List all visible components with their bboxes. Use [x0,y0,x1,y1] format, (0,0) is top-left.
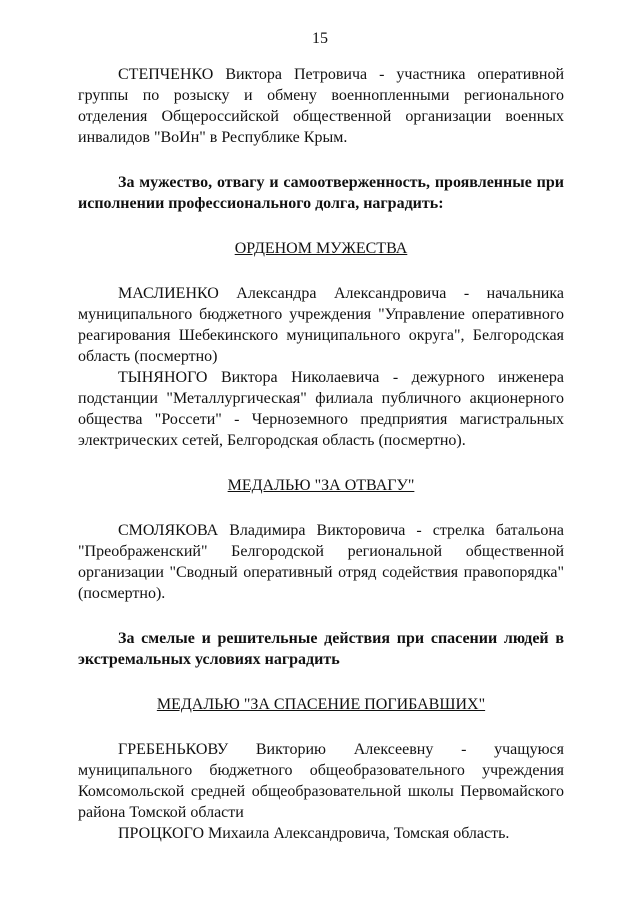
page-number: 15 [312,30,328,47]
spacer [78,451,564,475]
spacer [78,496,564,520]
award-entry-protskogo: ПРОЦКОГО Михаила Александровича, Томская область. [118,825,510,842]
award-entry-smolyakov: СМОЛЯКОВА Владимира Викторовича - стрелка батальона "Преображенский" Белгородской региональной общественной организации "Сводный оперативный отряд содействия правопорядка" (посмертно). [78,522,564,602]
spacer [78,604,564,628]
award-heading-medal-for-bravery: МЕДАЛЬЮ "ЗА ОТВАГУ" [227,477,415,494]
award-entry-tynyanogo: ТЫНЯНОГО Виктора Николаевича - дежурного инженера подстанции "Металлургическая" филиала публичного акционерного общества "Россети" - Черноземного предприятия магистральных электрических сетей, Белгородская область (посмертно). [78,369,564,449]
spacer [78,259,564,283]
spacer [78,670,564,694]
award-heading-medal-for-saving-the-perishing: МЕДАЛЬЮ "ЗА СПАСЕНИЕ ПОГИБАВШИХ" [156,696,486,713]
document-body [78,64,564,844]
award-heading-order-of-courage: ОРДЕНОМ МУЖЕСТВА [234,240,408,257]
award-entry-grebenkova: ГРЕБЕНЬКОВУ Викторию Алексеевну - учащуюся муниципального бюджетного общеобразовательного учреждения Комсомольской средней общеобразовательной школы Первомайского района Томской области [78,741,564,821]
award-entry-stepchenko: СТЕПЧЕНКО Виктора Петровича - участника оперативной группы по розыску и обмену военнопленными регионального отделения Общероссийской общественной организации военных инвалидов "ВоИн" в Республике Крым. [78,66,564,146]
award-reason-rescue: За смелые и решительные действия при спасении людей в экстремальных условиях наградить [78,630,564,668]
spacer [78,214,564,238]
award-reason-courage: За мужество, отвагу и самоотверженность, проявленные при исполнении профессионального долга, наградить: [78,174,564,212]
spacer [78,715,564,739]
spacer [78,148,564,172]
award-entry-maslienko: МАСЛИЕНКО Александра Александровича - начальника муниципального бюджетного учреждения "Управление оперативного реагирования Шебекинского муниципального округа", Белгородская область (посмертно) [78,285,564,365]
